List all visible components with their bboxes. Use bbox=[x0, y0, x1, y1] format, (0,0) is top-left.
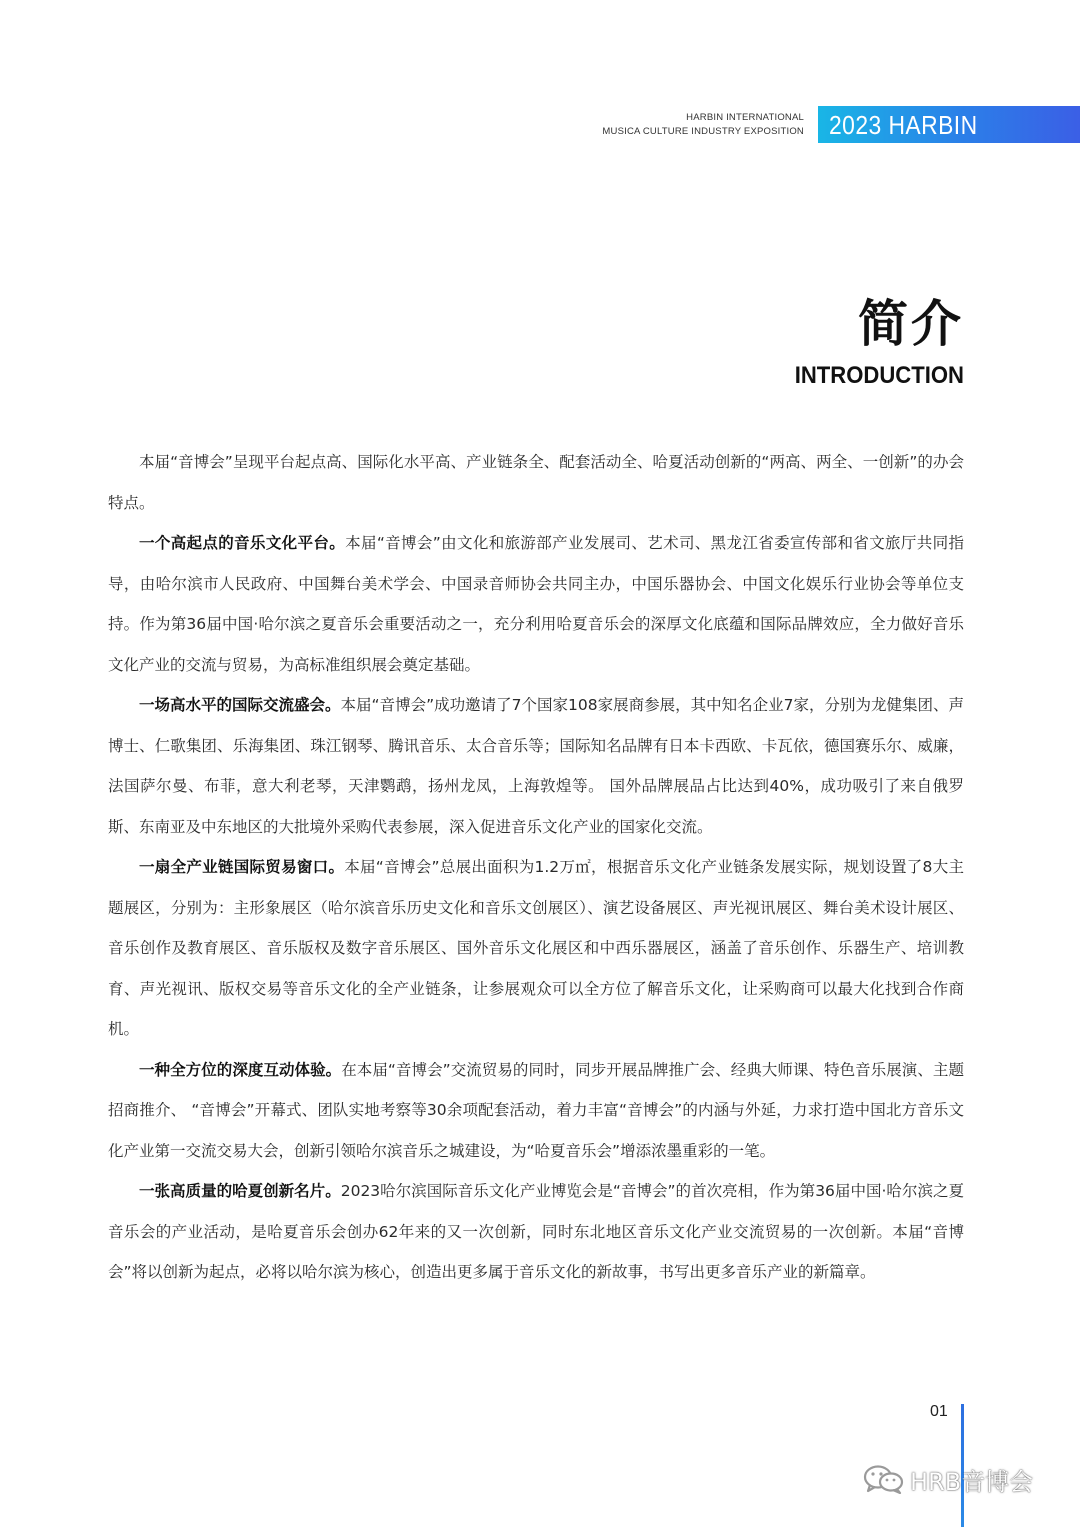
paragraph bbox=[108, 685, 964, 847]
header-subtitle bbox=[602, 111, 804, 139]
wechat-icon bbox=[862, 1464, 906, 1494]
header-line-2: MUSICA CULTURE INDUSTRY EXPOSITION bbox=[602, 126, 804, 137]
page-number: 01 bbox=[930, 1403, 948, 1420]
paragraph-lead: 一场高水平的国际交流盛会。 bbox=[139, 696, 341, 714]
paragraph bbox=[108, 847, 964, 1050]
paragraph bbox=[108, 1171, 964, 1293]
paragraph-text: 本届“音博会”呈现平台起点高、国际化水平高、产业链条全、配套活动全、哈夏活动创新的“两高、两全、一创新”的办会特点。 bbox=[108, 453, 964, 512]
paragraph-text: 在本届“音博会”交流贸易的同时，同步开展品牌推广会、经典大师课、特色音乐展演、主题招商推介、 “音博会”开幕式、团队实地考察等30余项配套活动，着力丰富“音博会”的内涵与外延，力求打造中国北方音乐文化产业第一交流交易大会，创新引领哈尔滨音乐之城建设，为“哈夏音乐会”增添浓墨重彩的一笔。 bbox=[108, 1060, 964, 1160]
paragraph bbox=[108, 523, 964, 685]
header-banner-text: 2023 HARBIN bbox=[829, 110, 978, 140]
page-subtitle: INTRODUCTION bbox=[794, 362, 964, 389]
paragraph-lead: 一个高起点的音乐文化平台。 bbox=[139, 534, 346, 552]
paragraph bbox=[108, 1050, 964, 1172]
watermark-text: HRB音博会 bbox=[910, 1467, 1034, 1496]
intro-body bbox=[108, 442, 964, 1293]
paragraph-lead: 一张高质量的哈夏创新名片。 bbox=[139, 1182, 341, 1200]
paragraph-text: 2023哈尔滨国际音乐文化产业博览会是“音博会”的首次亮相，作为第36届中国·哈尔滨之夏音乐会的产业活动，是哈夏音乐会创办62年来的又一次创新，同时东北地区音乐文化产业交流贸易的一次创新。本届“音博会”将以创新为起点，必将以哈尔滨为核心，创造出更多属于音乐文化的新故事，书写出更多音乐产业的新篇章。 bbox=[108, 1182, 964, 1281]
watermark bbox=[862, 1462, 1033, 1496]
page-title: 简介 bbox=[858, 295, 964, 353]
paragraph-lead: 一扇全产业链国际贸易窗口。 bbox=[139, 858, 345, 876]
paragraph-text: 本届“音博会”成功邀请了7个国家108家展商参展，其中知名企业7家，分别为龙健集团、声博士、仁歌集团、乐海集团、珠江钢琴、腾讯音乐、太合音乐等；国际知名品牌有日本卡西欧、卡瓦依，德国赛乐尔、威廉，法国萨尔曼、布菲，意大利老琴，天津鹦鹉，扬州龙凤，上海敦煌等。 国外品牌展品占比达到40%，成功吸引了来自俄罗斯、东南亚及中东地区的大批境外采购代表参展，深入促进音乐文化产业的国家化交流。 bbox=[108, 696, 964, 836]
paragraph-text: 本届“音博会”总展出面积为1.2万㎡，根据音乐文化产业链条发展实际，规划设置了8大主题展区，分别为：主形象展区（哈尔滨音乐历史文化和音乐文创展区）、演艺设备展区、声光视讯展区、舞台美术设计展区、音乐创作及教育展区、音乐版权及数字音乐展区、国外音乐文化展区和中西乐器展区，涵盖了音乐创作、乐器生产、培训教育、声光视讯、版权交易等音乐文化的全产业链条，让参展观众可以全方位了解音乐文化，让采购商可以最大化找到合作商机。 bbox=[108, 858, 964, 1038]
paragraph-text: 本届“音博会”由文化和旅游部产业发展司、艺术司、黑龙江省委宣传部和省文旅厅共同指导，由哈尔滨市人民政府、中国舞台美术学会、中国录音师协会共同主办，中国乐器协会、中国文化娱乐行业协会等单位支持。作为第36届中国·哈尔滨之夏音乐会重要活动之一，充分利用哈夏音乐会的深厚文化底蕴和国际品牌效应，全力做好音乐文化产业的交流与贸易，为高标准组织展会奠定基础。 bbox=[108, 534, 964, 674]
header-line-1: HARBIN INTERNATIONAL bbox=[686, 112, 804, 123]
header-banner bbox=[818, 106, 1080, 143]
paragraph bbox=[108, 442, 964, 523]
paragraph-lead: 一种全方位的深度互动体验。 bbox=[139, 1060, 342, 1079]
